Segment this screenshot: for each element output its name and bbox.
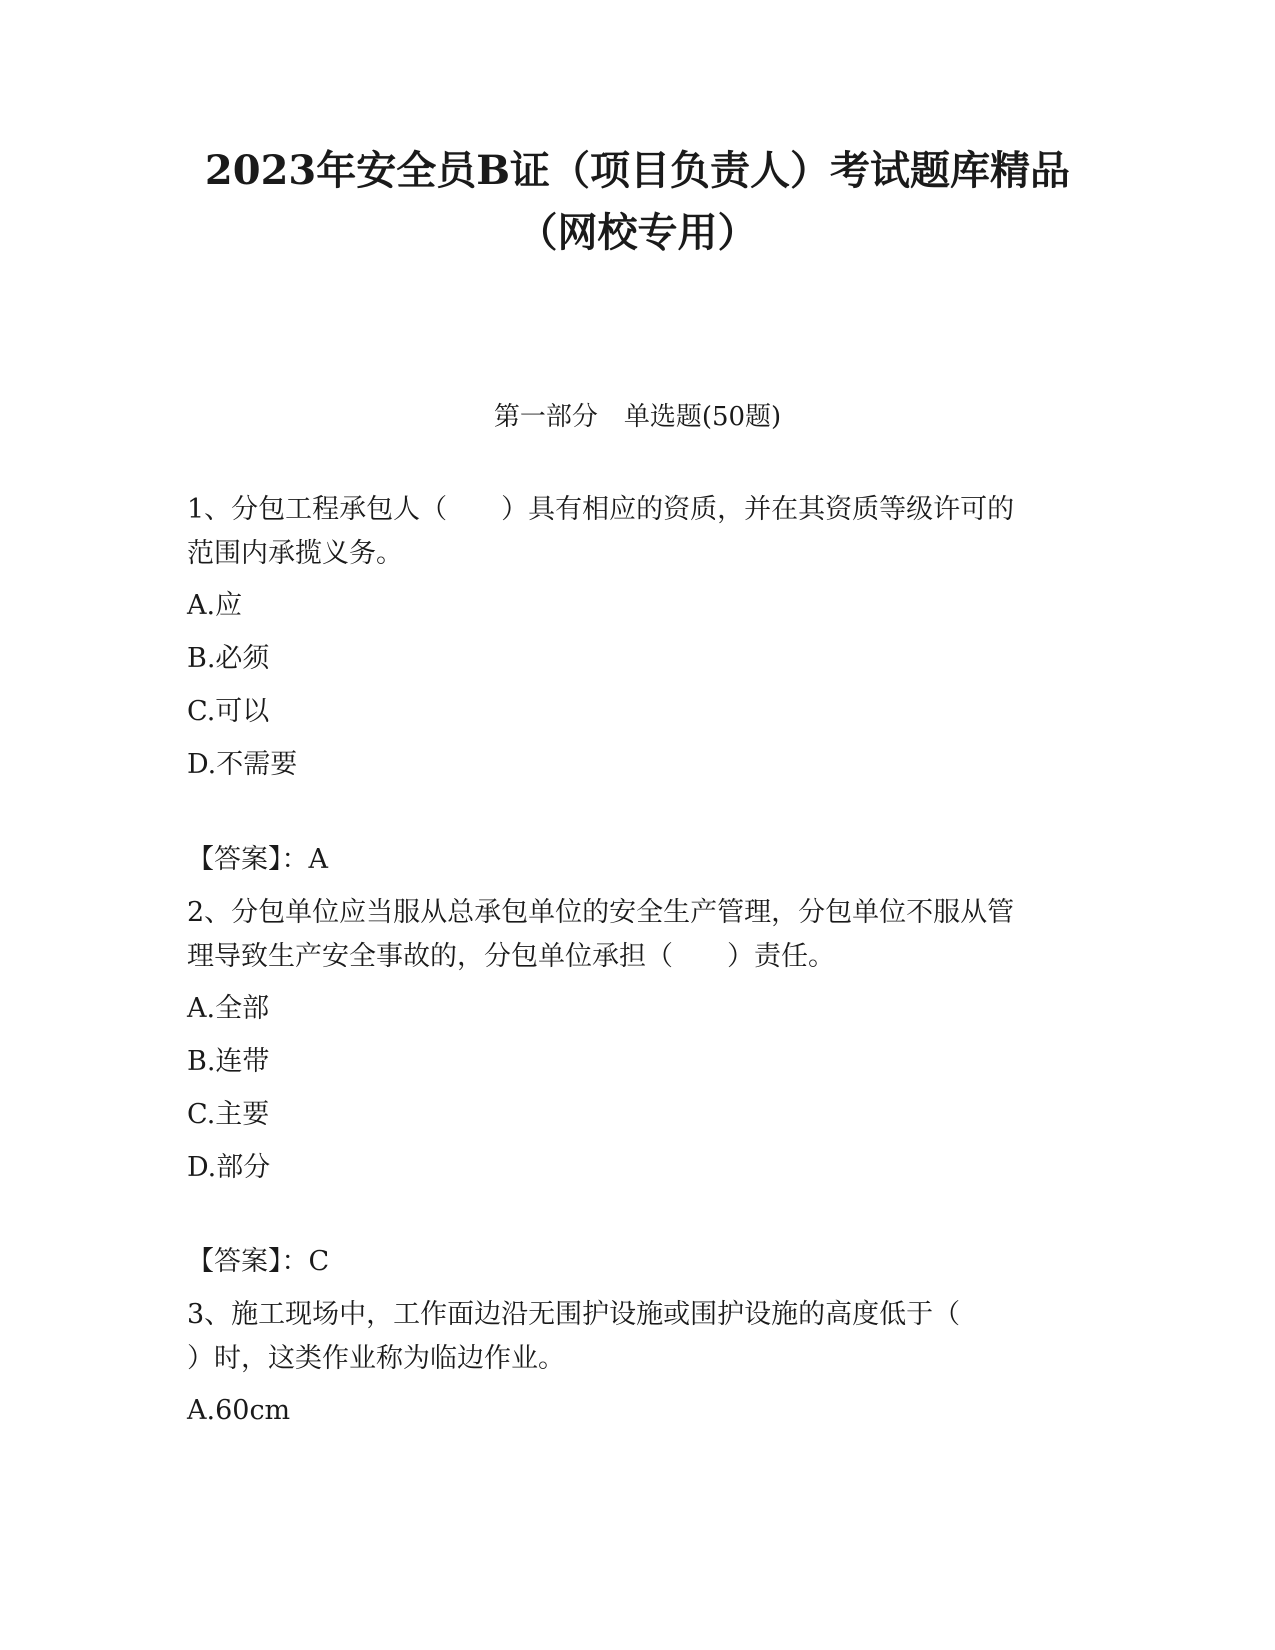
question-1-text-line-2: 范围内承揽义务。 <box>187 538 403 569</box>
question-2-text-line-1: 2、分包单位应当服从总承包单位的安全生产管理，分包单位不服从管 <box>187 897 1015 928</box>
question-1-option-d: D.不需要 <box>187 749 298 780</box>
question-1-option-c: C.可以 <box>187 696 270 727</box>
answer-value: C <box>308 1246 330 1277</box>
question-1-answer <box>187 842 328 878</box>
answer-value: A <box>308 844 328 875</box>
answer-label: 【答案】： <box>187 844 309 875</box>
document-title-line-1: 2023年安全员B证（项目负责人）考试题库精品 <box>204 147 1071 194</box>
question-2-option-d: D.部分 <box>187 1152 271 1183</box>
section-heading: 第一部分 单选题(50题) <box>493 402 782 432</box>
question-3-text-line-1: 3、施工现场中，工作面边沿无围护设施或围护设施的高度低于（ <box>187 1299 961 1330</box>
question-1-option-a: A.应 <box>187 590 243 621</box>
answer-label: 【答案】： <box>187 1246 309 1277</box>
question-2-option-c: C.主要 <box>187 1099 270 1130</box>
question-2-answer <box>187 1244 329 1280</box>
question-2-option-a: A.全部 <box>187 993 270 1024</box>
question-2-text-line-2: 理导致生产安全事故的，分包单位承担（ ）责任。 <box>187 941 835 972</box>
question-1-option-b: B.必须 <box>187 643 270 674</box>
document-title-line-2: （网校专用） <box>517 209 758 256</box>
question-3-text-line-2: ）时，这类作业称为临边作业。 <box>187 1343 565 1374</box>
question-2-option-b: B.连带 <box>187 1046 270 1077</box>
question-1-text-line-1: 1、分包工程承包人（ ）具有相应的资质，并在其资质等级许可的 <box>187 494 1015 525</box>
question-3-option-a: A.60cm <box>187 1395 291 1426</box>
